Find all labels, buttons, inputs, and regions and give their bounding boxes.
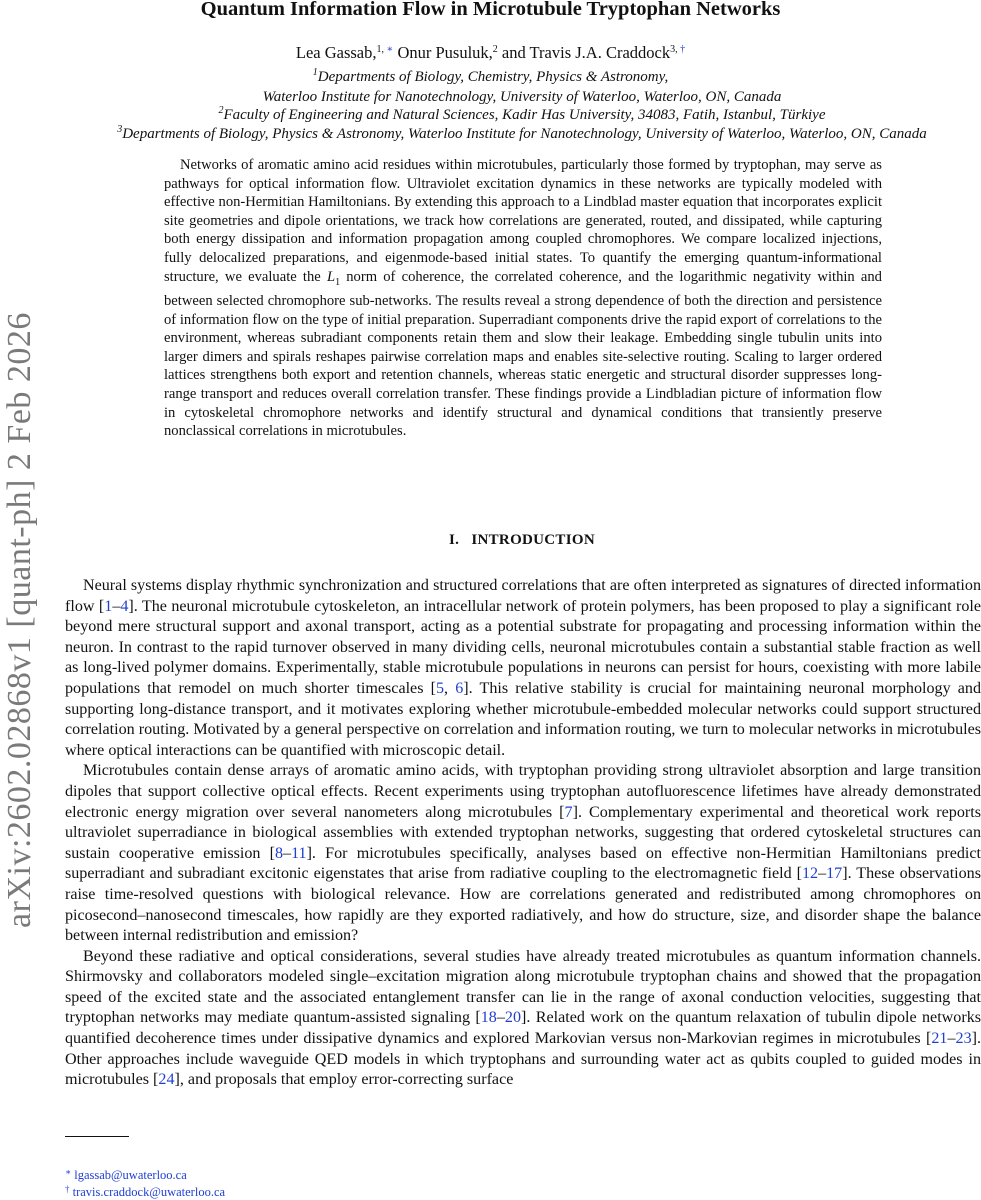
citation-link[interactable]: 17 — [826, 865, 843, 883]
citation-link[interactable]: 21 — [931, 1030, 948, 1048]
citation-link[interactable]: 24 — [158, 1071, 175, 1089]
email-link[interactable]: travis.craddock@uwaterloo.ca — [72, 1185, 226, 1199]
body-paragraph — [65, 761, 981, 946]
affiliation-line — [0, 126, 981, 143]
citation-link[interactable]: 8 — [274, 844, 284, 862]
footnote — [65, 1185, 225, 1200]
l1-norm-subscript: 1 — [335, 276, 341, 288]
body-paragraph — [65, 947, 981, 1091]
paragraph-text: ]. For microtubules specifically, analyses based on effective non-Hermitian Hamiltonians predict superradiant and subradiant excitonic eigenstates that arise from radiative coupling to the electromagnetic field [ — [65, 844, 981, 883]
footnote — [65, 1168, 187, 1183]
arxiv-side-identifier — [0, 290, 40, 950]
paragraph-text: ]. This relative stability is crucial for maintaining neuronal morphology and supporting long-distance transport, and it motivates exploring whether microtubule-embedded molecular networks could support structured correlation routing. Motivated by a general perspective on correlation and information routing, we turn to molecular networks in microtubules where optical interactions can be quantified with microscopic detail. — [65, 679, 981, 759]
citation-link[interactable]: 5 — [435, 679, 445, 697]
abstract-text-part1: Networks of aromatic amino acid residues within microtubules, particularly those formed by tryptophan, may serve as pathways for optical information flow. Ultraviolet excitation dynamics in these networks are typically modeled with effective non-Hermitian Hamiltonians. By extending this approach to a Lindblad master equation that incorporates explicit site geometries and dipole orientations, we track how correlations are generated, routed, and dissipated, while capturing both energy dissipation and information propagation among coupled chromophores. We compare localized injections, fully delocalized preparations, and eigenmode-based initial states. To quantify the emerging quantum-informational structure, we evaluate the — [164, 157, 882, 285]
paragraph-text: Neural systems display rhythmic synchronization and structured correlations that are often interpreted as signatures of directed information flow [ — [65, 577, 981, 615]
paragraph-text: – — [947, 1030, 956, 1048]
author-name: Onur Pusuluk, — [397, 43, 493, 62]
affiliation-text: Waterloo Institute for Nanotechnology, University of Waterloo, Waterloo, ON, Canada — [262, 89, 782, 105]
author-affiliation-mark: 2 — [492, 44, 498, 55]
citation-link[interactable]: 4 — [120, 597, 129, 615]
affiliation-text: Faculty of Engineering and Natural Sciences, Kadir Has University, 34083, Fatih, Istanbul, Türkiye — [223, 107, 826, 123]
footnote-mark: ∗ — [65, 1167, 72, 1177]
author-affiliation-mark: 3 — [670, 44, 676, 55]
paragraph-text: ]. These observations raise time-resolved questions with biological relevance. How are correlations generated and redistributed among chromophores on picosecond–nanosecond timescales, how rapidly are they exported radiatively, and how do structure, size, and disorder shape the balance between internal redistribution and emission? — [65, 865, 981, 945]
citation-link[interactable]: 11 — [291, 844, 307, 862]
paragraph-text: ]. Other approaches include waveguide QED models in which tryptophans and surrounding water act as qubits coupled to guided modes in microtubules [ — [65, 1030, 981, 1089]
author-footnote-link[interactable]: † — [680, 44, 686, 55]
citation-link[interactable]: 20 — [504, 1009, 521, 1027]
section-title: INTRODUCTION — [471, 532, 595, 548]
abstract-text-part2: norm of coherence, the correlated coherence, and the logarithmic negativity within and between selected chromophore sub-networks. The results reveal a strong dependence of both the direction and persistence of information flow on the type of initial preparation. Superradiant components drive the rapid export of correlations to the environment, whereas subradiant components retain them and slow their leakage. Embedding single tubulin units into larger dimers and spirals reshapes pairwise correlation maps and enables site-selective routing. Scaling to larger ordered lattices strengthens both export and retention channels, whereas static energetic and structural disorder suppresses long-range transport and reduces overall correlation transfer. These findings provide a Lindbladian picture of information flow in cytoskeletal chromophore networks and identify structural and dynamical conditions that transiently preserve nonclassical correlations in microtubules. — [164, 268, 882, 440]
paper-title: Quantum Information Flow in Microtubule Tryptophan Networks — [200, 0, 781, 20]
citation-link[interactable]: 6 — [455, 679, 464, 697]
citation-link[interactable]: 18 — [480, 1009, 497, 1027]
affiliation-line — [0, 89, 981, 106]
paragraph-text: Microtubules contain dense arrays of aromatic amino acids, with tryptophan providing strong ultraviolet absorption and large transition dipoles that support collective optical effects. Recent experiments using tryptophan autofluorescence lifetimes have already demonstrated electronic energy migration over several nanometers along microtubules [ — [65, 762, 981, 821]
author-name: Lea Gassab, — [295, 43, 377, 62]
author-affiliation-mark: 1 — [376, 44, 382, 55]
paragraph-text: , — [444, 679, 456, 697]
footnote-divider — [65, 1136, 129, 1137]
affiliation-line — [0, 69, 981, 86]
paragraph-text: – — [112, 597, 121, 615]
arxiv-id-text: arXiv:2602.02868v1 [quant-ph] 2 Feb 2026 — [1, 312, 38, 928]
l1-norm-symbol: L — [326, 268, 336, 285]
section-number: I. — [449, 532, 460, 548]
email-link[interactable]: lgassab@uwaterloo.ca — [74, 1168, 187, 1182]
paragraph-text: ]. Related work on the quantum relaxation of tubulin dipole networks quantified decoherence times under dissipative dynamics and explored Markovian versus non-Markovian regimes in microtubules [ — [65, 1009, 981, 1048]
citation-link[interactable]: 7 — [564, 803, 573, 821]
paragraph-text: ]. The neuronal microtubule cytoskeleton, an intracellular network of protein polymers, has been proposed to play a significant role beyond mere structural support and axonal transport, acting as a potential substrate for propagating and processing information within the neuron. In contrast to the rapid turnover observed in many dividing cells, neuronal microtubules contain a substantial stable fraction as well as long-lived polymer domains. Experimentally, stable microtubule populations in neurons can persist for hours, coexisting with more labile populations that remodel on much shorter timescales [ — [65, 597, 981, 697]
affiliation-number: 2 — [218, 105, 224, 116]
citation-link[interactable]: 1 — [104, 597, 113, 615]
introduction-body — [65, 576, 981, 1091]
citation-link[interactable]: 23 — [955, 1030, 972, 1048]
section-heading — [0, 532, 981, 549]
author-name: and Travis J.A. Craddock — [501, 43, 671, 62]
paragraph-text: Beyond these radiative and optical considerations, several studies have already treated microtubules as quantum information channels. Shirmovsky and collaborators modeled single–excitation migration along microtubule tryptophan chains and showed that the propagation speed of the excited state and the associated entanglement transfer can lie in the range of axonal conduction velocities, suggesting that tryptophan networks may mediate quantum-assisted signaling [ — [65, 947, 981, 1027]
paragraph-text: – — [818, 865, 827, 883]
affiliation-number: 1 — [312, 67, 318, 78]
author-list: Lea Gassab,$^{1, ∗}$ Onur Pusuluk,$^2$ and Travis J.A. Craddock$^{3, \dagger}$ — [295, 43, 686, 62]
footnote-mark: † — [65, 1184, 70, 1194]
author-footnote-link[interactable]: ∗ — [386, 44, 394, 55]
paragraph-text: ]. Complementary experimental and theoretical work reports ultraviolet superradiance in biological assemblies with extended tryptophan networks, suggesting that ordered cytoskeletal structures can sustain cooperative emission [ — [65, 803, 981, 862]
body-paragraph — [65, 576, 981, 761]
paragraph-text: – — [283, 844, 292, 862]
affiliation-text: Departments of Biology, Chemistry, Physics & Astronomy, — [317, 69, 669, 85]
paragraph-text: ], and proposals that employ error-correcting surface — [174, 1071, 514, 1089]
citation-link[interactable]: 12 — [801, 865, 819, 883]
affiliation-text: Departments of Biology, Physics & Astronomy, Waterloo Institute for Nanotechnology, University of Waterloo, Waterloo, ON, Canada — [122, 126, 927, 142]
abstract — [164, 156, 882, 441]
affiliation-line — [0, 107, 981, 124]
affiliation-number: 3 — [117, 124, 123, 135]
paragraph-text: – — [496, 1009, 505, 1027]
